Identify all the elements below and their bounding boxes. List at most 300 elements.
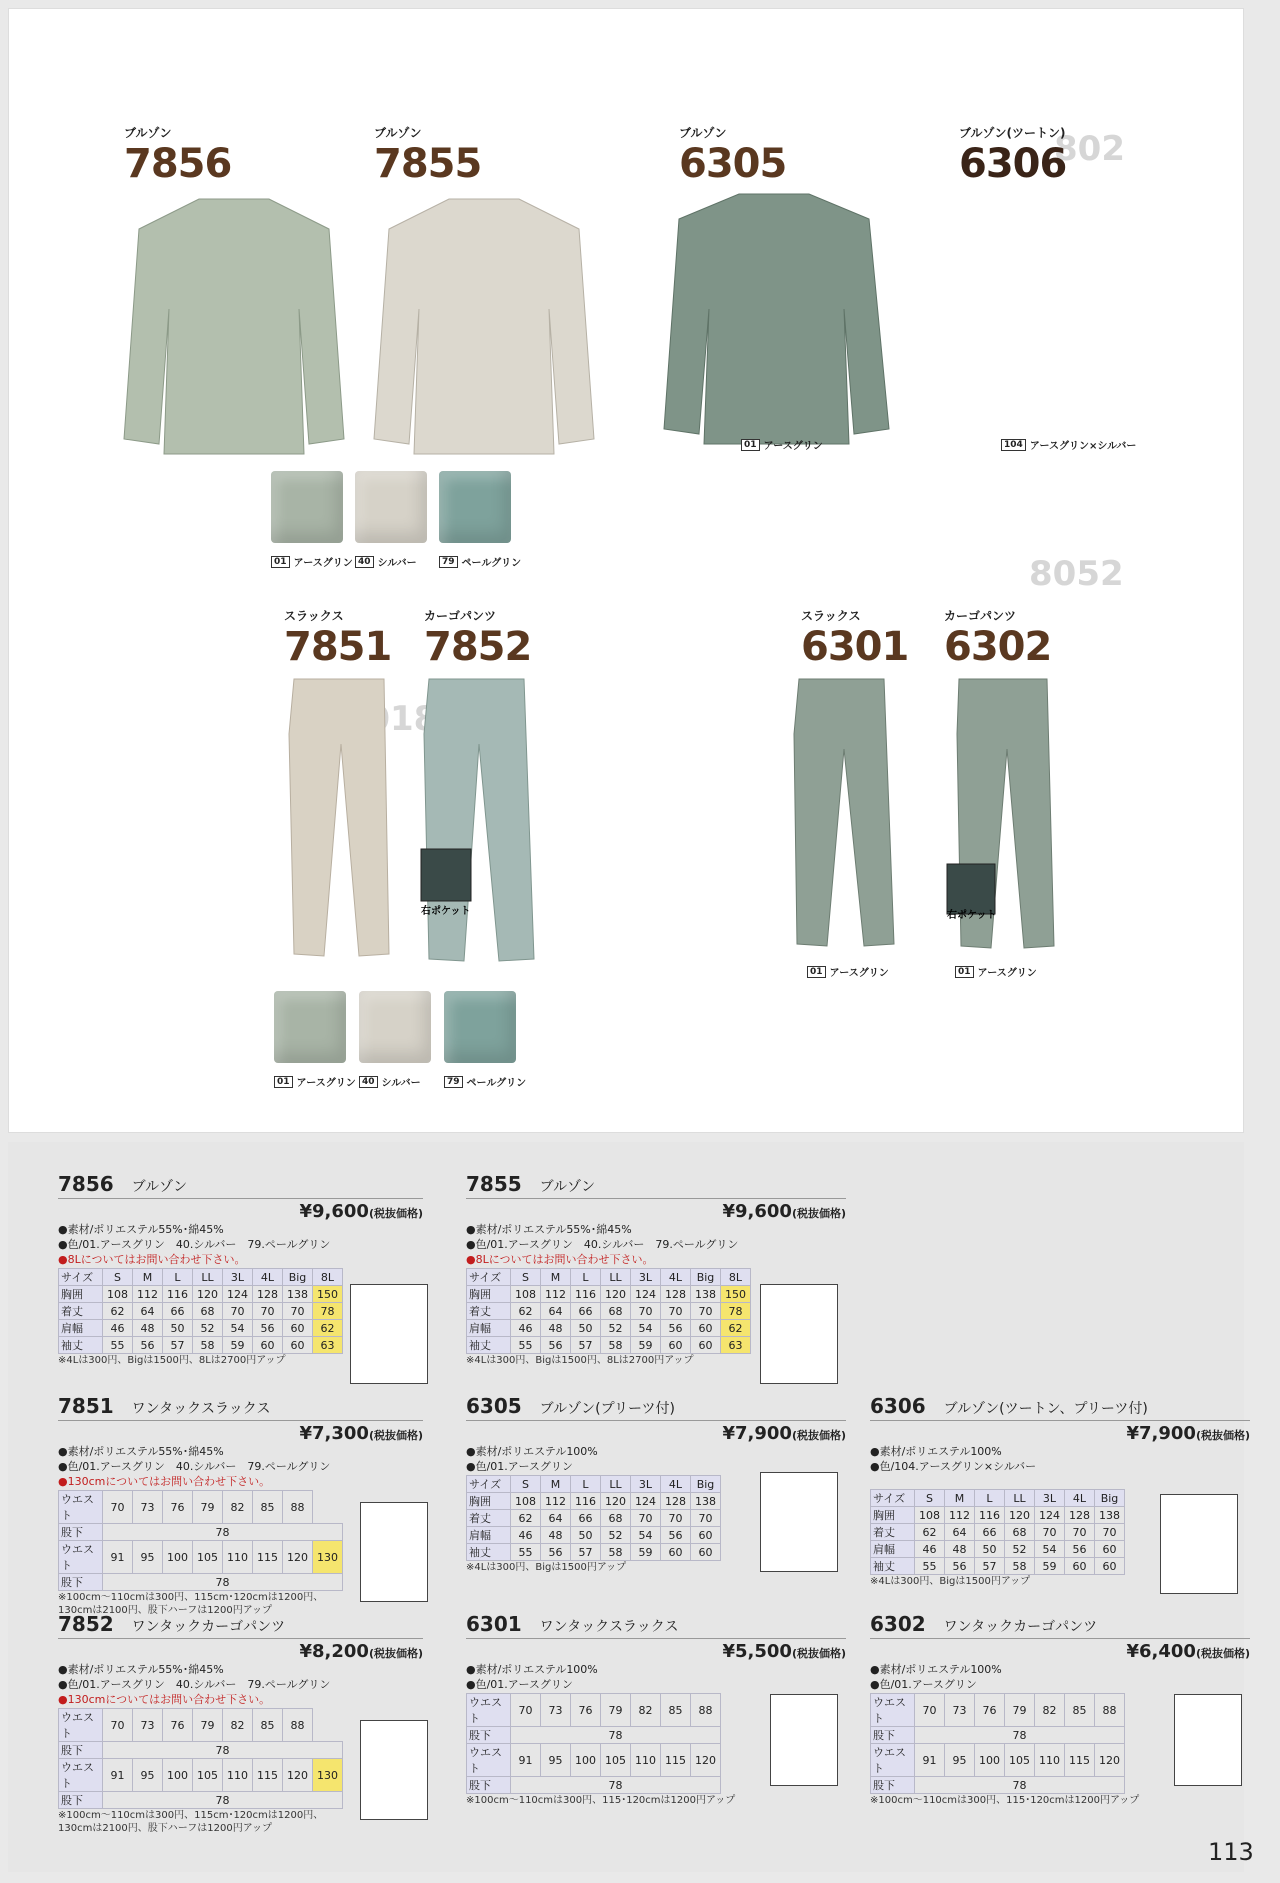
spec-material: ●素材/ポリエステル55%･綿45% bbox=[58, 1445, 224, 1458]
size-cell: ウエスト bbox=[467, 1744, 511, 1777]
spec-note: ※4Lは300円、Bigは1500円アップ bbox=[870, 1576, 1031, 1587]
size-cell: 股下 bbox=[59, 1792, 103, 1809]
size-cell: 108 bbox=[915, 1507, 945, 1524]
size-cell: 88 bbox=[691, 1694, 721, 1727]
size-cell: 78 bbox=[103, 1742, 343, 1759]
size-cell: 袖丈 bbox=[467, 1544, 511, 1561]
size-cell: 78 bbox=[721, 1303, 751, 1320]
size-row bbox=[467, 1320, 751, 1337]
size-row bbox=[467, 1269, 751, 1286]
size-cell: 115 bbox=[253, 1541, 283, 1574]
size-table bbox=[58, 1268, 343, 1354]
size-row bbox=[467, 1527, 721, 1544]
size-row bbox=[59, 1524, 343, 1541]
size-cell: 60 bbox=[253, 1337, 283, 1354]
size-cell: 70 bbox=[1035, 1524, 1065, 1541]
size-cell: 95 bbox=[541, 1744, 571, 1777]
size-cell: 60 bbox=[691, 1527, 721, 1544]
size-cell: 60 bbox=[1065, 1558, 1095, 1575]
size-cell: 70 bbox=[1065, 1524, 1095, 1541]
product-code: 6302 bbox=[944, 624, 1052, 670]
size-cell: 4L bbox=[661, 1476, 691, 1493]
size-cell: 85 bbox=[1065, 1694, 1095, 1727]
size-cell: 70 bbox=[631, 1303, 661, 1320]
size-cell: 130 bbox=[313, 1541, 343, 1574]
size-cell: ウエスト bbox=[871, 1744, 915, 1777]
size-cell: 56 bbox=[253, 1320, 283, 1337]
pants-7851 bbox=[289, 679, 389, 956]
size-cell: 110 bbox=[1035, 1744, 1065, 1777]
size-cell: 78 bbox=[915, 1727, 1125, 1744]
size-cell: 100 bbox=[571, 1744, 601, 1777]
size-row bbox=[871, 1541, 1125, 1558]
size-cell: 59 bbox=[223, 1337, 253, 1354]
spec-price: ¥8,200(税抜価格) bbox=[299, 1641, 423, 1662]
size-cell: 110 bbox=[223, 1759, 253, 1792]
size-cell: 48 bbox=[541, 1320, 571, 1337]
size-cell: 48 bbox=[133, 1320, 163, 1337]
size-cell: 70 bbox=[1095, 1524, 1125, 1541]
size-cell: 73 bbox=[133, 1491, 163, 1524]
size-cell: 100 bbox=[163, 1541, 193, 1574]
size-cell: 60 bbox=[691, 1544, 721, 1561]
size-cell: M bbox=[541, 1269, 571, 1286]
size-cell: 54 bbox=[223, 1320, 253, 1337]
size-cell: Big bbox=[1095, 1490, 1125, 1507]
spec-notice: ●130cmについてはお問い合わせ下さい。 bbox=[58, 1475, 271, 1488]
size-cell: 79 bbox=[193, 1491, 223, 1524]
size-cell: 112 bbox=[541, 1286, 571, 1303]
size-cell: 124 bbox=[631, 1286, 661, 1303]
product-category: ブルゾン(ツートン) bbox=[959, 126, 1066, 140]
size-cell: 52 bbox=[601, 1320, 631, 1337]
size-row bbox=[467, 1544, 721, 1561]
size-cell: 70 bbox=[223, 1303, 253, 1320]
size-cell: 59 bbox=[631, 1337, 661, 1354]
size-cell: 58 bbox=[193, 1337, 223, 1354]
size-cell: 62 bbox=[915, 1524, 945, 1541]
size-table bbox=[870, 1693, 1125, 1794]
product-category: ブルゾン bbox=[374, 126, 422, 140]
size-cell: Big bbox=[691, 1476, 721, 1493]
size-cell: 112 bbox=[133, 1286, 163, 1303]
spec-note: ※4Lは300円、Bigは1500円アップ bbox=[466, 1562, 627, 1573]
size-cell: 66 bbox=[571, 1510, 601, 1527]
spec-code: 7852 bbox=[58, 1612, 114, 1636]
product-7855 bbox=[374, 124, 481, 187]
pocket-label: 右ポケット bbox=[947, 910, 997, 921]
spec-code: 6305 bbox=[466, 1394, 522, 1418]
size-cell: 150 bbox=[721, 1286, 751, 1303]
size-cell: 56 bbox=[945, 1558, 975, 1575]
spec-name: ブルゾン(プリーツ付) bbox=[539, 1401, 675, 1417]
spec-notice: ●8Lについてはお問い合わせ下さい。 bbox=[58, 1253, 246, 1266]
size-cell: 138 bbox=[1095, 1507, 1125, 1524]
product-code: 6301 bbox=[801, 624, 909, 670]
spec-note: 130cmは2100円、股下ハーフは1200円アップ bbox=[58, 1823, 273, 1834]
size-cell: M bbox=[541, 1476, 571, 1493]
product-code: 7855 bbox=[374, 141, 482, 187]
spec-material: ●素材/ポリエステル100% bbox=[466, 1663, 598, 1676]
pocket-label: 右ポケット bbox=[421, 906, 471, 917]
size-cell: M bbox=[945, 1490, 975, 1507]
size-cell: 64 bbox=[541, 1510, 571, 1527]
size-table bbox=[466, 1693, 721, 1794]
size-cell: 3L bbox=[1035, 1490, 1065, 1507]
size-cell: 60 bbox=[1095, 1541, 1125, 1558]
size-cell: 肩幅 bbox=[59, 1320, 103, 1337]
size-cell: 115 bbox=[253, 1759, 283, 1792]
size-cell: 138 bbox=[691, 1286, 721, 1303]
swatch-label: 01 アースグリン bbox=[274, 1074, 356, 1089]
size-cell: 60 bbox=[283, 1320, 313, 1337]
size-row bbox=[871, 1777, 1125, 1794]
size-cell: 120 bbox=[601, 1493, 631, 1510]
size-cell: 55 bbox=[103, 1337, 133, 1354]
size-cell: 88 bbox=[1095, 1694, 1125, 1727]
size-cell: 91 bbox=[511, 1744, 541, 1777]
product-category: スラックス bbox=[284, 609, 344, 623]
size-cell: 股下 bbox=[871, 1727, 915, 1744]
size-cell: 46 bbox=[103, 1320, 133, 1337]
size-cell: ウエスト bbox=[467, 1694, 511, 1727]
size-cell: 8L bbox=[313, 1269, 343, 1286]
size-row bbox=[871, 1524, 1125, 1541]
spec-color: ●色/104.アースグリン×シルバー bbox=[870, 1460, 1037, 1473]
size-cell: LL bbox=[601, 1269, 631, 1286]
spec-name: ワンタックカーゴパンツ bbox=[131, 1619, 286, 1635]
size-cell: 128 bbox=[661, 1493, 691, 1510]
size-cell: LL bbox=[193, 1269, 223, 1286]
jacket-drawing bbox=[760, 1472, 838, 1572]
swatch-silver bbox=[355, 471, 427, 543]
size-cell: 64 bbox=[133, 1303, 163, 1320]
size-cell: 62 bbox=[313, 1320, 343, 1337]
size-cell: 着丈 bbox=[467, 1510, 511, 1527]
size-cell: 62 bbox=[511, 1303, 541, 1320]
size-cell: 85 bbox=[253, 1709, 283, 1742]
size-cell: ウエスト bbox=[59, 1759, 103, 1792]
color-label: 104 アースグリン×シルバー bbox=[1001, 437, 1136, 452]
size-row bbox=[467, 1744, 721, 1777]
size-cell: 8L bbox=[721, 1269, 751, 1286]
spec-name: ワンタックカーゴパンツ bbox=[943, 1619, 1098, 1635]
size-cell: 52 bbox=[193, 1320, 223, 1337]
product-7852 bbox=[424, 607, 531, 670]
size-cell: 70 bbox=[691, 1303, 721, 1320]
size-cell: 78 bbox=[915, 1777, 1125, 1794]
pants-drawing bbox=[360, 1502, 428, 1602]
swatch-label: 40 シルバー bbox=[355, 554, 417, 569]
size-cell: 57 bbox=[571, 1337, 601, 1354]
size-cell: 70 bbox=[103, 1491, 133, 1524]
size-cell: LL bbox=[1005, 1490, 1035, 1507]
size-cell: 股下 bbox=[59, 1742, 103, 1759]
size-row bbox=[59, 1303, 343, 1320]
size-cell: 60 bbox=[1095, 1558, 1125, 1575]
size-cell: サイズ bbox=[871, 1490, 915, 1507]
size-cell: 108 bbox=[511, 1493, 541, 1510]
size-cell: 60 bbox=[661, 1337, 691, 1354]
spec-material: ●素材/ポリエステル100% bbox=[870, 1663, 1002, 1676]
size-cell: 胸囲 bbox=[467, 1286, 511, 1303]
size-cell: 肩幅 bbox=[467, 1320, 511, 1337]
size-cell: 袖丈 bbox=[59, 1337, 103, 1354]
jacket-drawing bbox=[350, 1284, 428, 1384]
size-cell: ウエスト bbox=[59, 1491, 103, 1524]
size-cell: 4L bbox=[253, 1269, 283, 1286]
size-row bbox=[871, 1558, 1125, 1575]
size-row bbox=[59, 1286, 343, 1303]
size-cell: サイズ bbox=[467, 1476, 511, 1493]
spec-material: ●素材/ポリエステル55%･綿45% bbox=[58, 1223, 224, 1236]
spec-code: 7855 bbox=[466, 1172, 522, 1196]
size-cell: 3L bbox=[631, 1476, 661, 1493]
size-cell: 105 bbox=[193, 1541, 223, 1574]
size-cell: 52 bbox=[1005, 1541, 1035, 1558]
product-6302 bbox=[944, 607, 1051, 670]
jacket-7856 bbox=[124, 199, 344, 454]
size-cell: 56 bbox=[661, 1527, 691, 1544]
size-cell: 54 bbox=[631, 1527, 661, 1544]
size-cell: M bbox=[133, 1269, 163, 1286]
size-cell: 120 bbox=[193, 1286, 223, 1303]
size-cell: 袖丈 bbox=[871, 1558, 915, 1575]
size-cell: 54 bbox=[631, 1320, 661, 1337]
spec-code: 7851 bbox=[58, 1394, 114, 1418]
size-table bbox=[58, 1490, 343, 1591]
swatch-label: 40 シルバー bbox=[359, 1074, 421, 1089]
size-cell: 股下 bbox=[59, 1524, 103, 1541]
size-row bbox=[871, 1727, 1125, 1744]
product-code: 7852 bbox=[424, 624, 532, 670]
swatch-pale-green bbox=[444, 991, 516, 1063]
size-row bbox=[59, 1709, 343, 1742]
size-cell: 58 bbox=[601, 1544, 631, 1561]
size-cell: 股下 bbox=[59, 1574, 103, 1591]
size-cell: 88 bbox=[283, 1491, 313, 1524]
size-cell: 57 bbox=[975, 1558, 1005, 1575]
size-cell: 128 bbox=[1065, 1507, 1095, 1524]
swatch-label: 01 アースグリン bbox=[271, 554, 353, 569]
size-cell: 60 bbox=[283, 1337, 313, 1354]
size-cell: 76 bbox=[163, 1709, 193, 1742]
size-cell: 91 bbox=[915, 1744, 945, 1777]
product-6306 bbox=[959, 124, 1066, 187]
size-cell: 55 bbox=[915, 1558, 945, 1575]
size-cell: 116 bbox=[571, 1286, 601, 1303]
size-cell: 66 bbox=[571, 1303, 601, 1320]
size-row bbox=[59, 1269, 343, 1286]
size-cell: 54 bbox=[1035, 1541, 1065, 1558]
size-cell: 73 bbox=[133, 1709, 163, 1742]
size-cell: 82 bbox=[1035, 1694, 1065, 1727]
size-cell: 62 bbox=[103, 1303, 133, 1320]
spec-price: ¥9,600(税抜価格) bbox=[299, 1201, 423, 1222]
size-cell: Big bbox=[691, 1269, 721, 1286]
size-cell: 79 bbox=[601, 1694, 631, 1727]
pants-drawing bbox=[360, 1720, 428, 1820]
size-cell: 116 bbox=[975, 1507, 1005, 1524]
pocket-inset bbox=[421, 849, 471, 901]
size-cell: 124 bbox=[1035, 1507, 1065, 1524]
jacket-drawing bbox=[1160, 1494, 1238, 1594]
color-label: 01 アースグリン bbox=[807, 964, 889, 979]
size-cell: 64 bbox=[945, 1524, 975, 1541]
size-cell: 78 bbox=[511, 1777, 721, 1794]
size-row bbox=[59, 1491, 343, 1524]
size-cell: 124 bbox=[631, 1493, 661, 1510]
size-cell: 60 bbox=[661, 1544, 691, 1561]
size-cell: 76 bbox=[571, 1694, 601, 1727]
size-cell: 108 bbox=[511, 1286, 541, 1303]
size-cell: 79 bbox=[193, 1709, 223, 1742]
spec-notice: ●8Lについてはお問い合わせ下さい。 bbox=[466, 1253, 654, 1266]
spec-name: ブルゾン(ツートン、プリーツ付) bbox=[943, 1401, 1148, 1417]
size-cell: 55 bbox=[511, 1544, 541, 1561]
size-cell: 70 bbox=[661, 1510, 691, 1527]
size-cell: 52 bbox=[601, 1527, 631, 1544]
size-cell: 76 bbox=[163, 1491, 193, 1524]
size-cell: 128 bbox=[661, 1286, 691, 1303]
spec-note: ※4Lは300円、Bigは1500円、8Lは2700円アップ bbox=[466, 1355, 694, 1366]
size-cell: 肩幅 bbox=[467, 1527, 511, 1544]
product-code: 6306 bbox=[959, 141, 1067, 187]
size-cell: 95 bbox=[133, 1759, 163, 1792]
size-cell: 70 bbox=[511, 1694, 541, 1727]
size-cell: 124 bbox=[223, 1286, 253, 1303]
jacket-drawing bbox=[760, 1284, 838, 1384]
size-row bbox=[59, 1759, 343, 1792]
size-cell: 70 bbox=[283, 1303, 313, 1320]
size-cell: 63 bbox=[721, 1337, 751, 1354]
size-cell: ウエスト bbox=[871, 1694, 915, 1727]
size-cell: 105 bbox=[193, 1759, 223, 1792]
size-row bbox=[871, 1490, 1125, 1507]
jacket-images bbox=[119, 189, 919, 459]
size-row bbox=[59, 1337, 343, 1354]
spec-color: ●色/01.アースグリン 40.シルバー 79.ペールグリン bbox=[58, 1238, 331, 1251]
size-row bbox=[467, 1510, 721, 1527]
product-category: カーゴパンツ bbox=[424, 609, 497, 623]
product-category: カーゴパンツ bbox=[944, 609, 1017, 623]
spec-price: ¥6,400(税抜価格) bbox=[1126, 1641, 1250, 1662]
spec-price: ¥9,600(税抜価格) bbox=[722, 1201, 846, 1222]
product-code: 7851 bbox=[284, 624, 392, 670]
size-row bbox=[59, 1742, 343, 1759]
size-cell: 60 bbox=[691, 1337, 721, 1354]
size-cell: S bbox=[103, 1269, 133, 1286]
size-cell: 110 bbox=[223, 1541, 253, 1574]
size-row bbox=[467, 1303, 751, 1320]
size-cell: 68 bbox=[1005, 1524, 1035, 1541]
spec-color: ●色/01.アースグリン 40.シルバー 79.ペールグリン bbox=[58, 1460, 331, 1473]
size-cell: 82 bbox=[631, 1694, 661, 1727]
size-cell: 58 bbox=[1005, 1558, 1035, 1575]
size-cell: 56 bbox=[541, 1337, 571, 1354]
size-cell: LL bbox=[601, 1476, 631, 1493]
spec-price: ¥7,300(税抜価格) bbox=[299, 1423, 423, 1444]
size-cell: 50 bbox=[571, 1320, 601, 1337]
color-label: 01 アースグリン bbox=[741, 437, 823, 452]
size-cell: 82 bbox=[223, 1491, 253, 1524]
size-cell: 46 bbox=[915, 1541, 945, 1558]
spec-note: ※100cm～110cmは300円、115･120cmは1200円アップ bbox=[466, 1795, 736, 1806]
size-cell: 股下 bbox=[871, 1777, 915, 1794]
size-cell: 95 bbox=[133, 1541, 163, 1574]
size-cell: 95 bbox=[945, 1744, 975, 1777]
spec-note: ※100cm～110cmは300円、115cm･120cmは1200円、 bbox=[58, 1592, 324, 1603]
size-row bbox=[871, 1744, 1125, 1777]
size-cell: 76 bbox=[975, 1694, 1005, 1727]
swatch-pale-green bbox=[439, 471, 511, 543]
size-cell: L bbox=[163, 1269, 193, 1286]
size-cell: 62 bbox=[721, 1320, 751, 1337]
product-6305 bbox=[679, 124, 786, 187]
size-cell: 肩幅 bbox=[871, 1541, 915, 1558]
size-cell: 73 bbox=[945, 1694, 975, 1727]
size-cell: 着丈 bbox=[59, 1303, 103, 1320]
size-row bbox=[467, 1727, 721, 1744]
product-category: ブルゾン bbox=[124, 126, 172, 140]
size-cell: 着丈 bbox=[871, 1524, 915, 1541]
size-cell: 150 bbox=[313, 1286, 343, 1303]
size-cell: 138 bbox=[691, 1493, 721, 1510]
spec-notice: ●130cmについてはお問い合わせ下さい。 bbox=[58, 1693, 271, 1706]
size-cell: 3L bbox=[223, 1269, 253, 1286]
size-cell: 116 bbox=[571, 1493, 601, 1510]
swatch-label: 79 ペールグリン bbox=[444, 1074, 526, 1089]
size-cell: 91 bbox=[103, 1541, 133, 1574]
page-number: 113 bbox=[1208, 1838, 1254, 1866]
size-cell: S bbox=[915, 1490, 945, 1507]
size-cell: 120 bbox=[1005, 1507, 1035, 1524]
size-cell: 胸囲 bbox=[467, 1493, 511, 1510]
spec-area bbox=[8, 1142, 1250, 1872]
size-cell: 100 bbox=[163, 1759, 193, 1792]
spec-price: ¥7,900(税抜価格) bbox=[722, 1423, 846, 1444]
size-cell: 120 bbox=[1095, 1744, 1125, 1777]
size-cell: 88 bbox=[283, 1709, 313, 1742]
size-cell: 68 bbox=[601, 1510, 631, 1527]
size-row bbox=[59, 1792, 343, 1809]
size-cell: 70 bbox=[253, 1303, 283, 1320]
jacket-6305 bbox=[664, 194, 889, 444]
size-cell: 68 bbox=[601, 1303, 631, 1320]
size-cell: Big bbox=[283, 1269, 313, 1286]
size-cell: 120 bbox=[283, 1759, 313, 1792]
size-cell: 50 bbox=[163, 1320, 193, 1337]
size-cell: L bbox=[571, 1269, 601, 1286]
size-row bbox=[467, 1337, 751, 1354]
size-cell: 50 bbox=[571, 1527, 601, 1544]
size-cell: S bbox=[511, 1476, 541, 1493]
spec-name: ブルゾン bbox=[539, 1179, 596, 1195]
size-cell: 3L bbox=[631, 1269, 661, 1286]
spec-name: ブルゾン bbox=[131, 1179, 188, 1195]
spec-name: ワンタックスラックス bbox=[131, 1401, 271, 1417]
spec-material: ●素材/ポリエステル55%･綿45% bbox=[58, 1663, 224, 1676]
pants-drawing bbox=[1174, 1694, 1242, 1786]
size-cell: 82 bbox=[223, 1709, 253, 1742]
spec-code: 6306 bbox=[870, 1394, 926, 1418]
photo-area bbox=[8, 8, 1244, 1133]
size-row bbox=[467, 1286, 751, 1303]
size-cell: 78 bbox=[313, 1303, 343, 1320]
size-row bbox=[59, 1541, 343, 1574]
size-cell: 48 bbox=[541, 1527, 571, 1544]
size-cell: 46 bbox=[511, 1320, 541, 1337]
